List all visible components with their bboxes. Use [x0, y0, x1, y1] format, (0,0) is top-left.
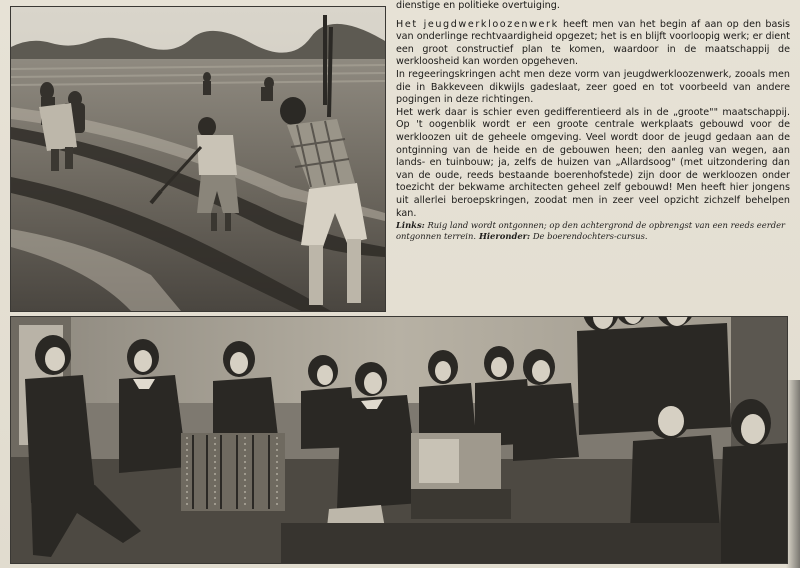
- article-paragraph-1-body: heeft men van het begin af aan op den basis van onderlinge rechtvaardigheid opgezet; het is en blijft voorloopig werk; er dient een groot constructief plan te komen, waardoor in de maatschappij de werkloosheid kan worden opgeheven.: [396, 18, 790, 68]
- article-paragraph-3: Het werk daar is schier even gedifferentieerd als in de „groote"" maatschappij. Op 't oogenblik wordt er een groote centrale werkplaats gebouwd voor de werkloozen uit de geheele omgeving. Veel wordt door de jeugd gedaan aan de ontginning van de heide en de gebouwen heen; den aanleg van wegen, aan lands- en tuinbouw; ja, zelfs de huizen van „Allardsoog" (met uitzondering dan van de oude, reeds bestaande boerenhofstede) zijn door de werkloozen onder toezicht der bekwame architecten geheel zelf gebouwd! Men heeft hier jongens uit allerlei beroepskringen, zoodat men in zeer veel opzicht zichzelf behelpen kan.: [396, 106, 790, 219]
- photo-caption: [396, 220, 790, 242]
- caption-text-below: De boerendochters-cursus.: [530, 231, 648, 241]
- caption-lead-left: Links:: [396, 220, 425, 230]
- article-paragraph-1: [396, 19, 790, 69]
- article-paragraph-1-lead: Het jeugdwerkloozenwerk: [396, 18, 559, 30]
- photo-land-reclamation-image: [11, 7, 385, 311]
- article-text: [396, 0, 790, 220]
- caption-lead-below: Hieronder:: [476, 231, 531, 241]
- caption-text-left: Ruig land wordt ontgonnen; op den achtergrond de opbrengst van een reeds eerder ontgonnen terrein.: [396, 220, 786, 241]
- page-edge-shadow: [786, 380, 800, 568]
- photo-land-reclamation: [10, 6, 386, 312]
- article-paragraph-2: In regeeringskringen acht men deze vorm van jeugdwerkloozenwerk, zooals men die in Bakkeveen dikwijls gadeslaat, zeer goed en tot voorbeeld van andere pogingen in deze richtingen.: [396, 68, 790, 106]
- photo-farmers-daughters-course-image: [11, 317, 787, 563]
- photo-farmers-daughters-course: [10, 316, 788, 564]
- article-intro-tail: dienstige en politieke overtuiging.: [396, 0, 560, 11]
